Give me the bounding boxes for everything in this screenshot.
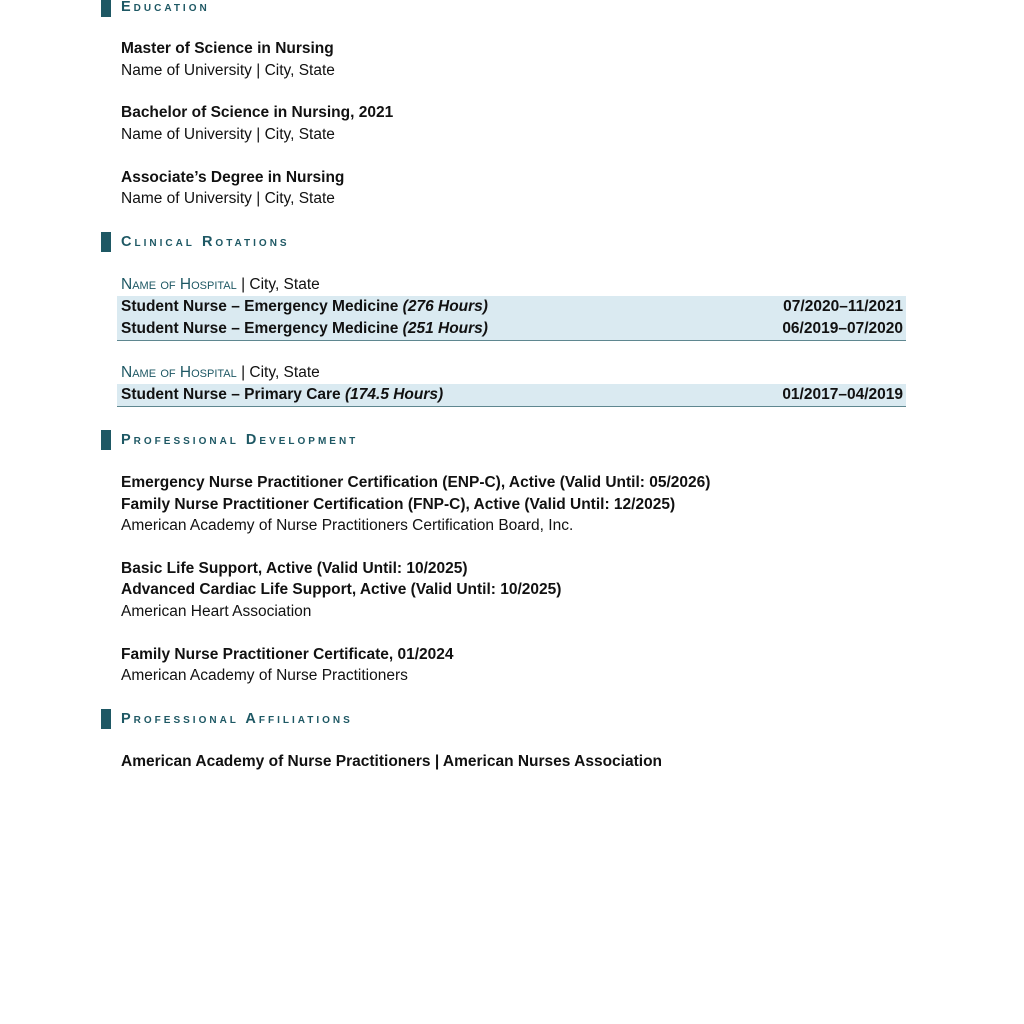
education-degree: Associate’s Degree in Nursing — [121, 169, 345, 186]
hospital-heading — [121, 275, 320, 295]
rotation-hours: (276 Hours) — [402, 298, 488, 315]
certification-item: Family Nurse Practitioner Certification (FNP-C), Active (Valid Until: 12/2025) — [121, 496, 676, 513]
rotation-role: Student Nurse – Emergency Medicine — [121, 298, 403, 315]
rotation-row — [117, 296, 906, 318]
certification-item: Advanced Cardiac Life Support, Active (Valid Until: 10/2025) — [121, 581, 562, 598]
rotation-dates: 07/2020–11/2021 — [783, 298, 903, 315]
education-school: Name of University | City, State — [121, 126, 335, 143]
section-header-education — [101, 0, 210, 18]
section-title-professional-development: Professional Development — [121, 432, 359, 448]
section-marker — [101, 709, 111, 729]
certification-issuer: American Heart Association — [121, 603, 312, 620]
rotation-role: Student Nurse – Emergency Medicine — [121, 320, 403, 337]
section-marker — [101, 0, 111, 17]
certification-issuer: American Academy of Nurse Practitioners — [121, 667, 408, 684]
hospital-heading — [121, 363, 320, 383]
rotation-row — [117, 318, 906, 340]
hospital-name: Name of Hospital — [121, 276, 237, 293]
rotation-dates: 06/2019–07/2020 — [782, 320, 903, 337]
education-school: Name of University | City, State — [121, 190, 335, 207]
certification-issuer: American Academy of Nurse Practitioners Certification Board, Inc. — [121, 517, 574, 534]
section-marker — [101, 430, 111, 450]
rotation-dates: 01/2017–04/2019 — [782, 386, 903, 403]
hospital-name: Name of Hospital — [121, 364, 237, 381]
hospital-location: | City, State — [236, 364, 320, 381]
rotation-table — [117, 384, 906, 407]
section-title-professional-affiliations: Professional Affiliations — [121, 711, 353, 727]
affiliations-text: American Academy of Nurse Practitioners | American Nurses Association — [121, 753, 663, 770]
rotation-hours: (174.5 Hours) — [344, 386, 444, 403]
rotation-role: Student Nurse – Primary Care — [121, 386, 345, 403]
rotation-hours: (251 Hours) — [402, 320, 488, 337]
rotation-table — [117, 296, 906, 341]
section-header-professional-affiliations — [101, 708, 353, 730]
section-title-education: Education — [121, 0, 210, 15]
certification-item: Family Nurse Practitioner Certificate, 01/2024 — [121, 646, 454, 663]
certification-item: Basic Life Support, Active (Valid Until: 10/2025) — [121, 560, 468, 577]
education-school: Name of University | City, State — [121, 62, 335, 79]
education-degree: Bachelor of Science in Nursing, 2021 — [121, 104, 394, 121]
section-header-clinical-rotations — [101, 231, 290, 253]
rotation-row — [117, 384, 906, 406]
section-title-clinical-rotations: Clinical Rotations — [121, 234, 290, 250]
certification-item: Emergency Nurse Practitioner Certification (ENP-C), Active (Valid Until: 05/2026) — [121, 474, 711, 491]
section-marker — [101, 232, 111, 252]
hospital-location: | City, State — [236, 276, 320, 293]
education-degree: Master of Science in Nursing — [121, 40, 334, 57]
section-header-professional-development — [101, 429, 358, 451]
